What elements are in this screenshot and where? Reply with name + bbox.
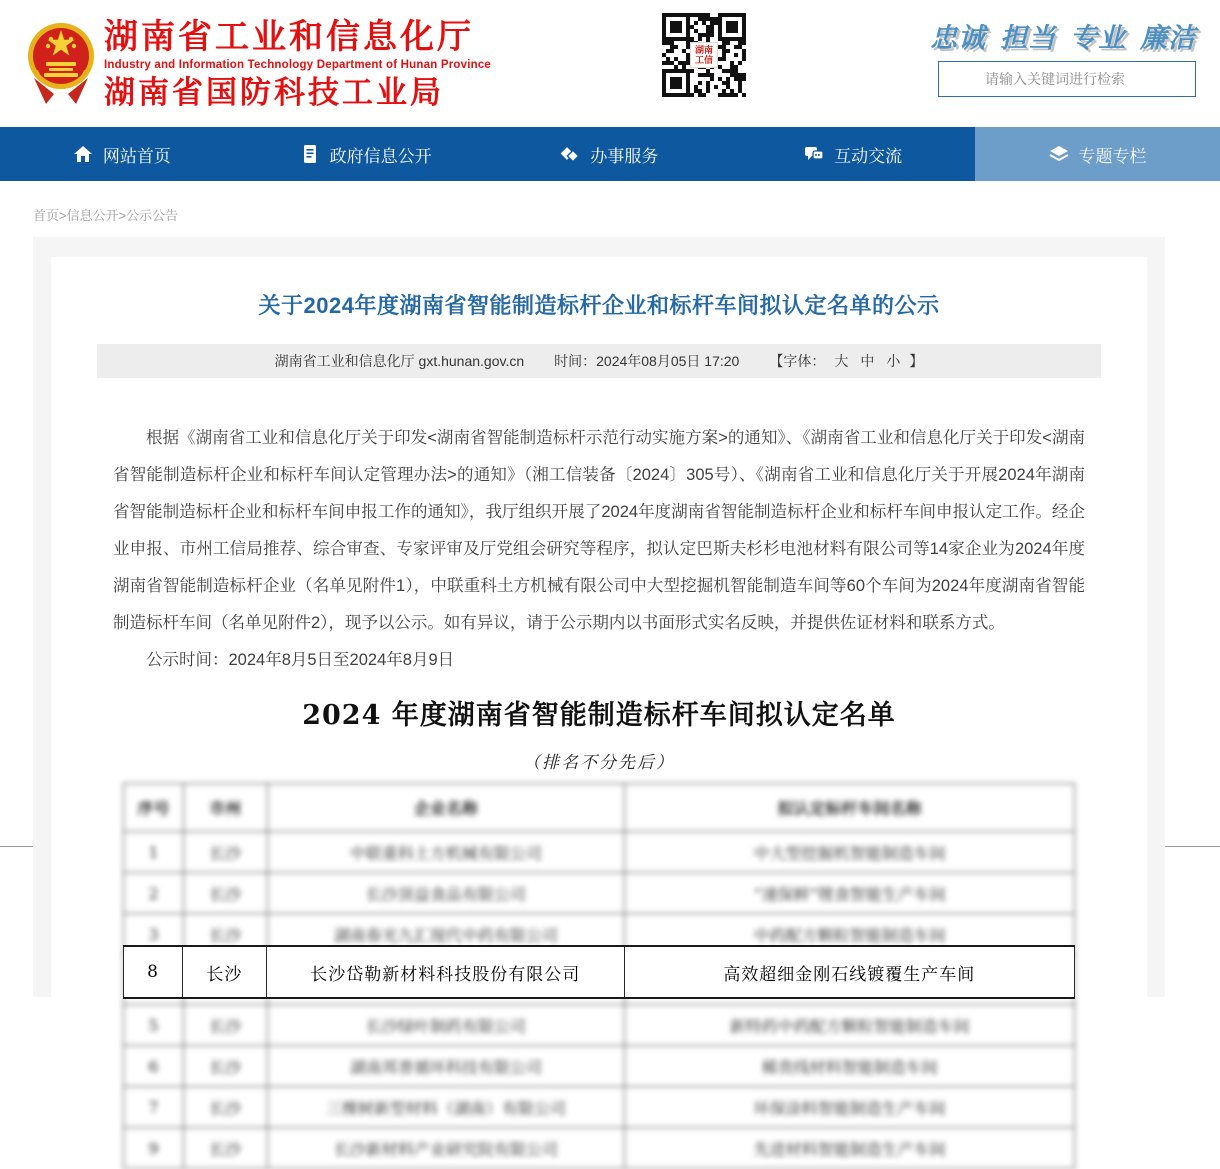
home-icon — [73, 144, 93, 164]
table-row — [124, 873, 1075, 914]
org-title-block — [104, 18, 491, 111]
search-input[interactable] — [938, 61, 1196, 97]
article-source: 湖南省工业和信息化厅 gxt.hunan.gov.cn — [274, 353, 525, 369]
search-box — [938, 61, 1196, 97]
cell-index: 2 — [124, 873, 184, 914]
font-size-medium-button[interactable]: 中 — [860, 353, 875, 369]
workshop-table-zone — [123, 783, 1075, 1169]
main-nav — [0, 127, 1220, 181]
list-subtitle: （排名不分先后） — [523, 753, 675, 773]
cell-company: 中联重科土方机械有限公司 — [267, 832, 625, 873]
cell-city: 长沙 — [183, 1087, 267, 1128]
breadcrumb[interactable]: 首页>信息公开>公示公告 — [33, 208, 179, 223]
nav-item-interaction[interactable] — [731, 127, 975, 181]
nav-label: 网站首页 — [102, 146, 171, 166]
cell-workshop: 高效超细金刚石线镀覆生产车间 — [625, 947, 1075, 997]
org-subtitle-cn: 湖南省国防科技工业局 — [104, 75, 444, 110]
font-size-label-close: 】 — [909, 353, 924, 369]
table-row — [124, 1087, 1075, 1128]
cell-city: 长沙 — [183, 1005, 267, 1046]
col-header: 企业名称 — [267, 784, 625, 832]
cell-index: 1 — [124, 832, 184, 873]
publicity-period: 公示时间：2024年8月5日至2024年8月9日 — [146, 651, 455, 669]
article-card — [51, 257, 1147, 1169]
cell-workshop: “速保鲜”锂食智能生产车间 — [625, 873, 1075, 914]
content-panel — [33, 237, 1165, 1159]
slogan-word: 忠诚 — [930, 23, 986, 53]
cell-company: 湖南邦普循环科技有限公司 — [267, 1046, 625, 1087]
cell-index: 7 — [124, 1087, 184, 1128]
slogan-word: 专业 — [1070, 23, 1126, 53]
qr-code — [662, 13, 746, 97]
col-header: 拟认定标杆车间名称 — [625, 784, 1075, 832]
cell-city: 长沙 — [183, 873, 267, 914]
document-icon — [300, 144, 320, 164]
nav-label: 专题专栏 — [1078, 146, 1147, 166]
nav-label: 办事服务 — [590, 146, 659, 166]
font-size-label: 【字体： — [769, 353, 826, 369]
slogan-word: 廉洁 — [1140, 23, 1196, 53]
services-icon — [560, 144, 580, 164]
nav-item-gov-info[interactable] — [244, 127, 488, 181]
page-title: 关于2024年度湖南省智能制造标杆企业和标杆车间拟认定名单的公示 — [258, 293, 940, 318]
cell-company: 长沙绿叶制药有限公司 — [267, 1005, 625, 1046]
cell-company: 长沙顶益食品有限公司 — [267, 873, 625, 914]
cell-city: 长沙 — [183, 1046, 267, 1087]
cell-company: 三棵树新型材料（湖南）有限公司 — [267, 1087, 625, 1128]
cell-index: 6 — [124, 1046, 184, 1087]
cell-workshop: 中大型挖掘机智能制造车间 — [625, 832, 1075, 873]
layers-icon — [1049, 144, 1069, 164]
cell-workshop: 先进材料智能制造生产车间 — [625, 1128, 1075, 1169]
cell-index: 8 — [123, 947, 183, 997]
nav-item-services[interactable] — [488, 127, 732, 181]
cell-index: 5 — [124, 1005, 184, 1046]
cell-company: 长沙岱勒新材料科技股份有限公司 — [267, 947, 625, 997]
national-emblem-logo — [26, 16, 96, 108]
cell-workshop: 中药配方颗粒智能制造车间 — [625, 914, 1075, 955]
org-title-en: Industry and Information Technology Department of Hunan Province — [104, 59, 492, 71]
cell-city: 长沙 — [183, 832, 267, 873]
cell-city: 长沙 — [183, 947, 267, 997]
col-header: 序号 — [124, 784, 184, 832]
slogan-banner — [896, 16, 1196, 55]
cell-index: 3 — [124, 914, 184, 955]
article-paragraph: 根据《湖南省工业和信息化厅关于印发<湖南省智能制造标杆示范行动实施方案>的通知》、《湖南省工业和信息化厅关于印发<湖南省智能制造标杆企业和标杆车间认定管理办法>的通知》（湘工信装备〔2024〕305号）、《湖南省工业和信息化厅关于开展2024年湖南省智能制造标杆企业和标杆车间申报工作的通知》，我厅组织开展了2024年度湖南省智能制造标杆企业和标杆车间申报认定工作。经企业申报、市州工信局推荐、综合审查、专家评审及厅党组会研究等程序，拟认定巴斯夫杉杉电池材料有限公司等14家企业为2024年度湖南省智能制造标杆企业（名单见附件1），中联重科土方机械有限公司中大型挖掘机智能制造车间等60个车间为2024年度湖南省智能制造标杆车间（名单见附件2），现予以公示。如有异议，请于公示期内以书面形式实名反映，并提供佐证材料和联系方式。 — [113, 429, 1085, 632]
nav-item-home[interactable] — [0, 127, 244, 181]
cell-index: 9 — [124, 1128, 184, 1169]
nav-label: 互动交流 — [834, 146, 903, 166]
font-size-small-button[interactable]: 小 — [886, 353, 901, 369]
nav-label: 政府信息公开 — [329, 146, 432, 166]
slogan-word: 担当 — [1000, 23, 1056, 53]
table-row — [124, 1046, 1075, 1087]
org-title-cn: 湖南省工业和信息化厅 — [104, 18, 474, 56]
cell-city: 长沙 — [183, 1128, 267, 1169]
cell-workshop: 环保涂料智能制造生产车间 — [625, 1087, 1075, 1128]
article-time: 时间：2024年08月05日 17:20 — [554, 353, 740, 369]
cell-city: 长沙 — [183, 914, 267, 955]
article-body — [113, 420, 1085, 1169]
cell-workshop: 稀贵线材料智能制造车间 — [625, 1046, 1075, 1087]
cell-company: 湖南春光九汇现代中药有限公司 — [267, 914, 625, 955]
nav-item-special-topics[interactable] — [975, 127, 1220, 181]
chat-icon — [804, 144, 824, 164]
qr-center-seal: 湖南工信 — [690, 42, 718, 68]
table-row — [124, 1128, 1075, 1169]
list-title: 2024 年度湖南省智能制造标杆车间拟认定名单 — [302, 700, 896, 731]
font-size-large-button[interactable]: 大 — [834, 353, 849, 369]
table-row — [124, 832, 1075, 873]
site-header — [0, 0, 1220, 127]
cell-workshop: 新特药中药配方颗粒智能制造车间 — [625, 1005, 1075, 1046]
table-header-row — [124, 784, 1075, 832]
article-meta-bar — [97, 344, 1101, 378]
cell-company: 长沙新材料产业研究院有限公司 — [267, 1128, 625, 1169]
table-row — [124, 1005, 1075, 1046]
highlighted-table-row[interactable] — [123, 945, 1075, 999]
col-header: 市州 — [183, 784, 267, 832]
